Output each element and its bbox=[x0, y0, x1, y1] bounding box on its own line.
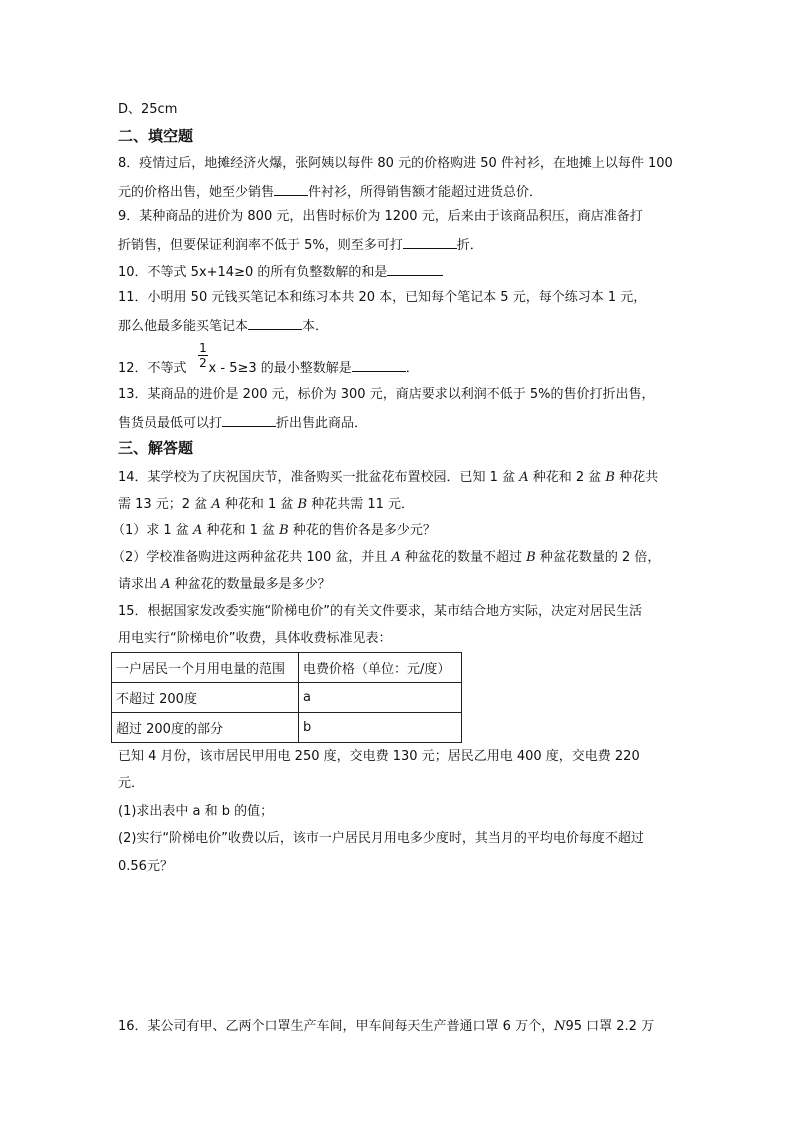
q12-fraction-denominator: 2 bbox=[199, 356, 207, 370]
q14-part2-line2: 请求出 A 种盆花的数量最多是多少？ bbox=[118, 577, 331, 592]
q11-line1: 11．小明用 50 元钱买笔记本和练习本共 20 本，已知每个笔记本 5 元，每个练习本 1 元， bbox=[118, 290, 647, 305]
q13-line2: 售货员最低可以打 折出售此商品． bbox=[118, 413, 367, 433]
table-cell: 不超过 200度 bbox=[112, 683, 299, 713]
q8-line2: 元的价格出售，她至少销售 件衬衫，所得销售额才能超过进货总价． bbox=[118, 182, 542, 202]
q12-line: 12．不等式 x - 5≥3 的最小整数解是 ． bbox=[118, 358, 419, 378]
q14-part2-line1: （2）学校准备购进这两种盆花共 100 盆，并且 A 种盆花的数量不超过 B 种盆花数量的 2 倍， bbox=[112, 550, 661, 565]
q10-line: 10．不等式 5x+14≥0 的所有负整数解的和是 bbox=[118, 262, 443, 282]
section-fill-in-title: 二、填空题 bbox=[118, 127, 194, 145]
q15-line1: 15．根据国家发改委实施“阶梯电价”的有关文件要求，某市结合地方实际，决定对居民生活 bbox=[118, 604, 643, 619]
q14-line1: 14．某学校为了庆祝国庆节，准备购买一批盆花布置校园．已知 1 盆 A 种花和 2 盆 B 种花共 bbox=[118, 470, 659, 485]
q15-part2-line1: (2)实行“阶梯电价”收费以后，该市一户居民月用电多少度时，其当月的平均电价每度不超过 bbox=[118, 831, 644, 846]
q11-line2: 那么他最多能买笔记本 本． bbox=[118, 316, 328, 336]
q12-answer-blank bbox=[352, 358, 406, 372]
q13-line1: 13．某商品的进价是 200 元，标价为 300 元，商店要求以利润不低于 5%的售价打折出售， bbox=[118, 387, 655, 402]
table-cell: 超过 200度的部分 bbox=[112, 713, 299, 743]
q14-line2: 需 13 元；2 盆 A 种花和 1 盆 B 种花共需 11 元． bbox=[118, 497, 415, 512]
q16-line1: 16．某公司有甲、乙两个口罩生产车间，甲车间每天生产普通口罩 6 万个，N95 口罩 2.2 万 bbox=[118, 1019, 655, 1034]
option-d: D、25cm bbox=[118, 102, 178, 117]
table-cell: a bbox=[299, 683, 462, 713]
q9-line2: 折销售，但要保证利润率不低于 5%，则至多可打 折． bbox=[118, 235, 483, 255]
table-header-range: 一户居民一个月用电量的范围 bbox=[112, 653, 299, 683]
q15-line2: 用电实行“阶梯电价”收费，具体收费标准见表： bbox=[118, 631, 392, 646]
q10-answer-blank bbox=[387, 262, 443, 276]
q15-part2-line2: 0.56元？ bbox=[118, 859, 173, 874]
q15-after-line2: 元． bbox=[118, 776, 145, 791]
fee-table bbox=[111, 652, 462, 743]
q14-part1: （1）求 1 盆 A 种花和 1 盆 B 种花的售价各是多少元？ bbox=[112, 523, 436, 538]
q15-after-line1: 已知 4 月份，该市居民甲用电 250 度，交电费 130 元；居民乙用电 400 度，交电费 220 bbox=[118, 749, 640, 764]
q13-answer-blank bbox=[222, 413, 276, 427]
table-row bbox=[112, 713, 462, 743]
q15-part1: (1)求出表中 a 和 b 的值； bbox=[118, 804, 274, 819]
section-answer-title: 三、解答题 bbox=[118, 439, 194, 457]
q12-fraction-numerator: 1 bbox=[199, 341, 207, 355]
table-row bbox=[112, 683, 462, 713]
q9-line1: 9．某种商品的进价为 800 元，出售时标价为 1200 元，后来由于该商品积压，商店准备打 bbox=[118, 209, 643, 224]
q8-answer-blank bbox=[274, 182, 308, 196]
q11-answer-blank bbox=[248, 316, 302, 330]
q8-line1: 8．疫情过后，地摊经济火爆，张阿姨以每件 80 元的价格购进 50 件衬衫，在地摊上以每件 100 bbox=[118, 156, 673, 171]
table-row bbox=[112, 653, 462, 683]
q9-answer-blank bbox=[403, 235, 457, 249]
table-cell: b bbox=[299, 713, 462, 743]
table-header-price: 电费价格（单位：元/度） bbox=[299, 653, 462, 683]
